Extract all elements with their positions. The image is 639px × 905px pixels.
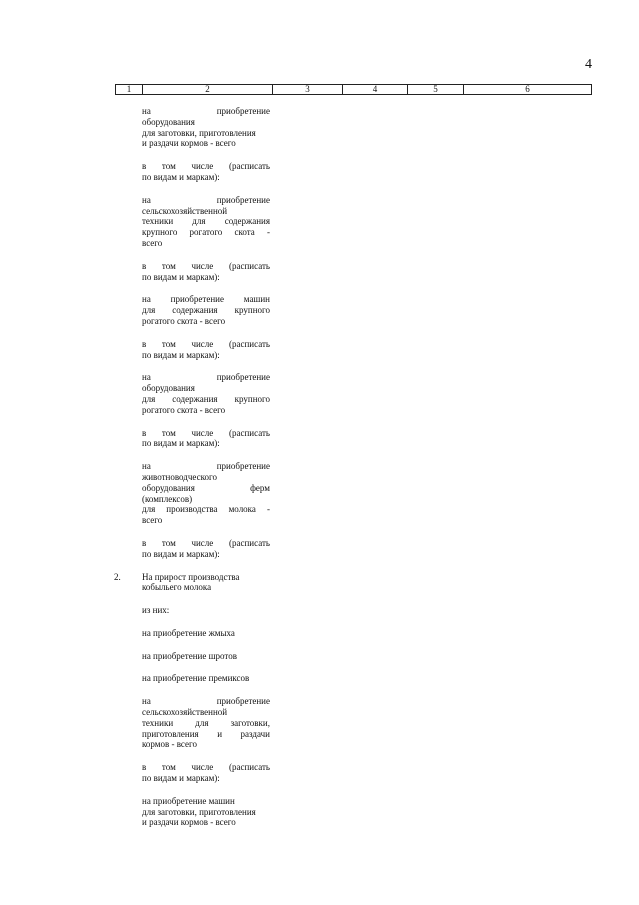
description-line: на приобретение bbox=[142, 696, 270, 707]
column-header-2: 2 bbox=[143, 85, 273, 94]
row-number bbox=[114, 605, 142, 616]
description-line: на приобретение bbox=[142, 461, 270, 472]
row-description bbox=[142, 696, 270, 750]
description-line: всего bbox=[142, 237, 163, 248]
description-line: в том числе (расписать bbox=[142, 260, 270, 271]
description-line: на приобретение bbox=[142, 106, 270, 116]
description-line: для содержания крупного bbox=[142, 305, 270, 316]
description-line: крупного рогатого скота - bbox=[142, 227, 270, 238]
description-line: приготовления и раздачи bbox=[142, 728, 270, 739]
description-line: из них: bbox=[142, 605, 170, 616]
table-row bbox=[114, 294, 284, 326]
row-description bbox=[142, 339, 270, 361]
description-line: по видам и маркам): bbox=[142, 548, 220, 559]
description-line: в том числе (расписать bbox=[142, 161, 270, 172]
table-row bbox=[114, 605, 284, 616]
row-description bbox=[142, 261, 270, 283]
column-header-5: 5 bbox=[408, 85, 464, 94]
description-line: и раздачи кормов - всего bbox=[142, 138, 236, 149]
table-row bbox=[114, 261, 284, 283]
table-row bbox=[114, 651, 284, 662]
description-line: для производства молока - bbox=[142, 504, 270, 515]
description-line: кормов - всего bbox=[142, 739, 197, 750]
description-line: на приобретение машин bbox=[142, 294, 270, 305]
row-number: 2. bbox=[114, 571, 121, 582]
description-line: На прирост производства bbox=[142, 571, 240, 582]
description-line: техники для содержания bbox=[142, 216, 270, 227]
row-number bbox=[114, 673, 142, 684]
row-number bbox=[114, 628, 142, 639]
page-number: 4 bbox=[585, 57, 592, 72]
table-row bbox=[114, 696, 284, 750]
row-number bbox=[114, 372, 142, 415]
row-description bbox=[142, 628, 270, 639]
description-line: техники для заготовки, bbox=[142, 717, 270, 728]
description-line: в том числе (расписать bbox=[142, 427, 270, 438]
table-row bbox=[114, 106, 284, 149]
description-line: по видам и маркам): bbox=[142, 171, 220, 182]
table-row bbox=[114, 461, 284, 526]
description-line: на приобретение жмыха bbox=[142, 627, 235, 638]
description-line: рогатого скота - всего bbox=[142, 404, 226, 415]
row-description bbox=[142, 195, 270, 249]
row-number bbox=[114, 339, 142, 361]
row-description bbox=[142, 372, 270, 415]
table-row bbox=[114, 161, 284, 183]
row-number bbox=[114, 261, 142, 283]
row-description bbox=[142, 572, 270, 594]
description-line: для заготовки, приготовления bbox=[142, 806, 256, 817]
row-description bbox=[142, 796, 270, 828]
column-header-6: 6 bbox=[525, 84, 530, 94]
row-number bbox=[114, 696, 142, 750]
description-line: и раздачи кормов - всего bbox=[142, 817, 236, 828]
table-row bbox=[114, 572, 284, 594]
row-description bbox=[142, 538, 270, 560]
table-header-row bbox=[115, 84, 592, 95]
description-line: на приобретение bbox=[142, 372, 270, 383]
description-line: на приобретение bbox=[142, 194, 270, 205]
table-row bbox=[114, 195, 284, 249]
description-line: оборудования ферм bbox=[142, 482, 270, 493]
column-header-1: 1 bbox=[116, 85, 143, 94]
column-header-4: 4 bbox=[343, 85, 408, 94]
description-line: животноводческого bbox=[142, 471, 217, 482]
description-line: оборудования bbox=[142, 383, 195, 394]
column-header-3: 3 bbox=[273, 85, 343, 94]
row-number bbox=[114, 538, 142, 560]
description-line: оборудования bbox=[142, 116, 195, 127]
table-row bbox=[114, 339, 284, 361]
description-line: для заготовки, приготовления bbox=[142, 127, 256, 138]
table-row bbox=[114, 796, 284, 828]
row-description bbox=[142, 673, 270, 684]
table-row bbox=[114, 673, 284, 684]
row-description bbox=[142, 428, 270, 450]
description-line: по видам и маркам): bbox=[142, 349, 220, 360]
table-body bbox=[114, 106, 284, 828]
row-description bbox=[142, 605, 270, 616]
description-line: в том числе (расписать bbox=[142, 762, 270, 773]
row-number bbox=[114, 161, 142, 183]
table-row bbox=[114, 762, 284, 784]
row-number bbox=[114, 428, 142, 450]
table-row bbox=[114, 372, 284, 415]
description-line: на приобретение премиксов bbox=[142, 673, 250, 684]
table-row bbox=[114, 538, 284, 560]
row-description bbox=[142, 762, 270, 784]
row-description bbox=[142, 651, 270, 662]
description-line: (комплексов) bbox=[142, 493, 193, 504]
description-line: по видам и маркам): bbox=[142, 438, 220, 449]
description-line: кобыльего молока bbox=[142, 582, 212, 593]
row-number bbox=[114, 195, 142, 249]
row-number bbox=[114, 651, 142, 662]
description-line: рогатого скота - всего bbox=[142, 315, 226, 326]
description-line: на приобретение машин bbox=[142, 795, 235, 806]
row-description bbox=[142, 161, 270, 183]
row-number bbox=[114, 762, 142, 784]
row-description bbox=[142, 106, 270, 149]
row-number bbox=[114, 294, 142, 326]
table-row bbox=[114, 628, 284, 639]
table-row bbox=[114, 428, 284, 450]
row-description bbox=[142, 294, 270, 326]
description-line: по видам и маркам): bbox=[142, 773, 220, 784]
description-line: по видам и маркам): bbox=[142, 271, 220, 282]
description-line: в том числе (расписать bbox=[142, 537, 270, 548]
description-line: на приобретение шротов bbox=[142, 650, 237, 661]
row-number bbox=[114, 796, 142, 828]
description-line: сельскохозяйственной bbox=[142, 707, 228, 718]
row-description bbox=[142, 461, 270, 526]
description-line: в том числе (расписать bbox=[142, 338, 270, 349]
description-line: сельскохозяйственной bbox=[142, 205, 228, 216]
description-line: всего bbox=[142, 515, 163, 526]
description-line: для содержания крупного bbox=[142, 393, 270, 404]
row-number bbox=[114, 106, 142, 149]
row-number bbox=[114, 461, 142, 526]
